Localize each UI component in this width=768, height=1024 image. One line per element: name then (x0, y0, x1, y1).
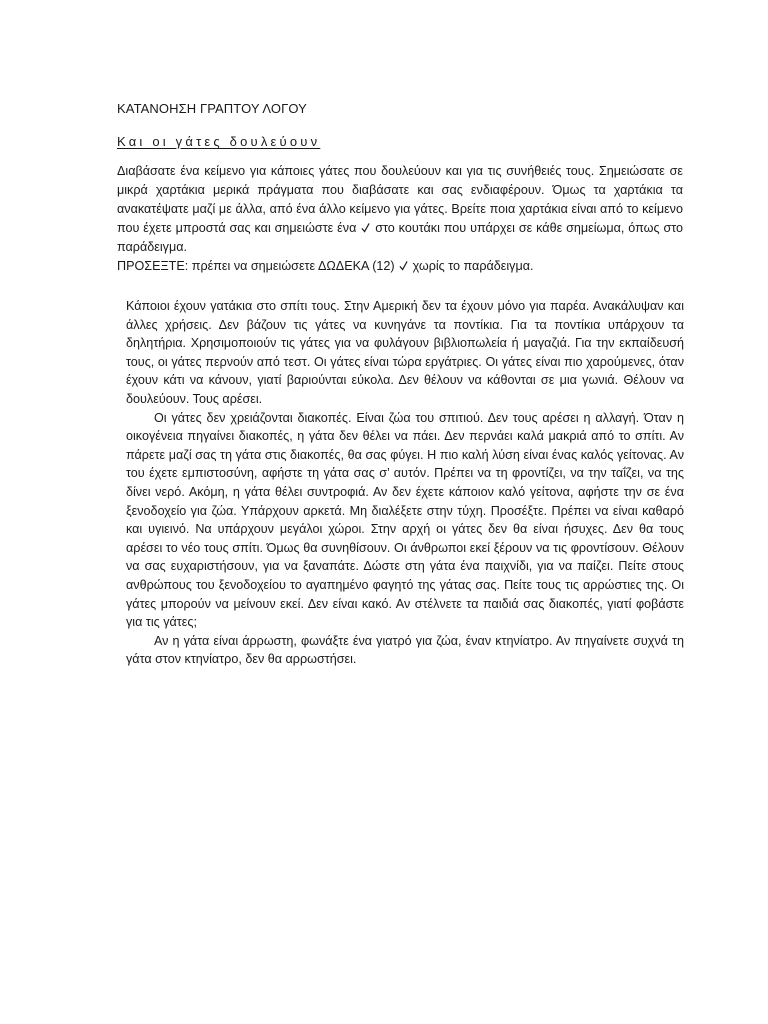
note-text: ΠΡΟΣΕΞΤΕ: πρέπει να σημειώσετε ΔΩΔΕΚΑ (12) (117, 259, 395, 273)
passage-paragraph: Κάποιοι έχουν γατάκια στο σπίτι τους. Στην Αμερική δεν τα έχουν μόνο για παρέα. Ανακάλυψαν και άλλες χρήσεις. Δεν βάζουν τις γάτες να κυνηγάνε τα ποντίκια. Για τα ποντίκια υπάρχουν τα δηλητήρια. Χρησιμοποιούν τις γάτες για να φυλάγουν βιβλιοπωλεία ή μαγαζιά. Για την εκπαίδευσή τους, οι γάτες περνούν από τεστ. Οι γάτες είναι τώρα εργάτριες. Οι γάτες είναι πιο χαρούμενες, όταν έχουν κάτι να κάνουν, γιατί βαριούνται εύκολα. Δεν θέλουν να κάθονται σε μια γωνιά. Θέλουν να δουλεύουν. Τους αρέσει. (126, 299, 684, 406)
checkmark-icon (399, 260, 408, 271)
passage-paragraph: Αν η γάτα είναι άρρωστη, φωνάξτε ένα γιατρό για ζώα, έναν κτηνίατρο. Αν πηγαίνετε συχνά τη γάτα στον κτηνίατρο, δεν θα αρρωστήσει. (126, 633, 684, 667)
checkmark-icon (361, 222, 370, 233)
document-subtitle: Και οι γάτες δουλεύουν (117, 134, 321, 149)
passage-block (126, 297, 684, 669)
instructions-note (117, 257, 683, 276)
instructions-text-end: στο κουτάκι που υπάρχει σε κάθε σημείωμα, όπως στο παράδειγμα. (117, 221, 684, 254)
instructions-text: Διαβάσατε ένα κείμενο για κάποιες γάτες που δουλεύουν και για τις συνήθειές τους. Σημειώσατε σε μικρά χαρτάκια μερικά πράγματα που διαβάσατε και σας ενδιαφέρουν. Όμως τα χαρτάκια τα ανακατέψατε μαζί με άλλα, από ένα άλλο κείμενο για γάτες. Βρείτε ποια χαρτάκια είναι από το κείμενο που έχετε μπροστά σας και σημειώστε ένα (117, 164, 683, 235)
passage-paragraph: Οι γάτες δεν χρειάζονται διακοπές. Είναι ζώα του σπιτιού. Δεν τους αρέσει η αλλαγή. Όταν η οικογένεια πηγαίνει διακοπές, η γάτα δεν θέλει να πάει. Δεν περνάει καλά μακριά από το σπίτι. Αν πάρετε μαζί σας τη γάτα στις διακοπές, θα σας φύγει. Η πιο καλή λύση είναι ένας καλός γείτονας. Αν του έχετε εμπιστοσύνη, αφήστε τη γάτα σας σ’ αυτόν. Πρέπει να τη φροντίζει, να την ταΐζει, να της δίνει νερό. Ακόμη, η γάτα θέλει συντροφιά. Αν δεν έχετε κάποιον καλό γείτονα, αφήστε την σε ένα ξενοδοχείο για ζώα. Υπάρχουν αρκετά. Μη διαλέξετε στην τύχη. Προσέξτε. Πρέπει να είναι καθαρό και υγιεινό. Να υπάρχουν μεγάλοι χώροι. Στην αρχή οι γάτες δεν θα είναι ήσυχες. Δεν θα τους αρέσει το νέο τους σπίτι. Όμως θα συνηθίσουν. Οι άνθρωποι εκεί ξέρουν να τις φροντίσουν. Θέλουν να σας ευχαριστήσουν, για να ξαναπάτε. Δώστε στη γάτα ένα παιχνίδι, για να παίζει. Πείτε στους ανθρώπους του ξενοδοχείου το αγαπημένο φαγητό της γάτας σας. Πείτε τους τις αρρώστιες της. Οι γάτες μπορούν να μείνουν εκεί. Δεν είναι κακό. Αν στέλνετε τα παιδιά σας διακοπές, γιατί φοβάστε για τις γάτες; (126, 410, 684, 630)
instructions-paragraph (117, 162, 683, 257)
note-text-end: χωρίς το παράδειγμα. (412, 259, 534, 273)
document-heading: ΚΑΤΑΝΟΗΣΗ ΓΡΑΠΤΟΥ ΛΟΓΟΥ (117, 101, 307, 116)
instructions-block (117, 162, 683, 276)
